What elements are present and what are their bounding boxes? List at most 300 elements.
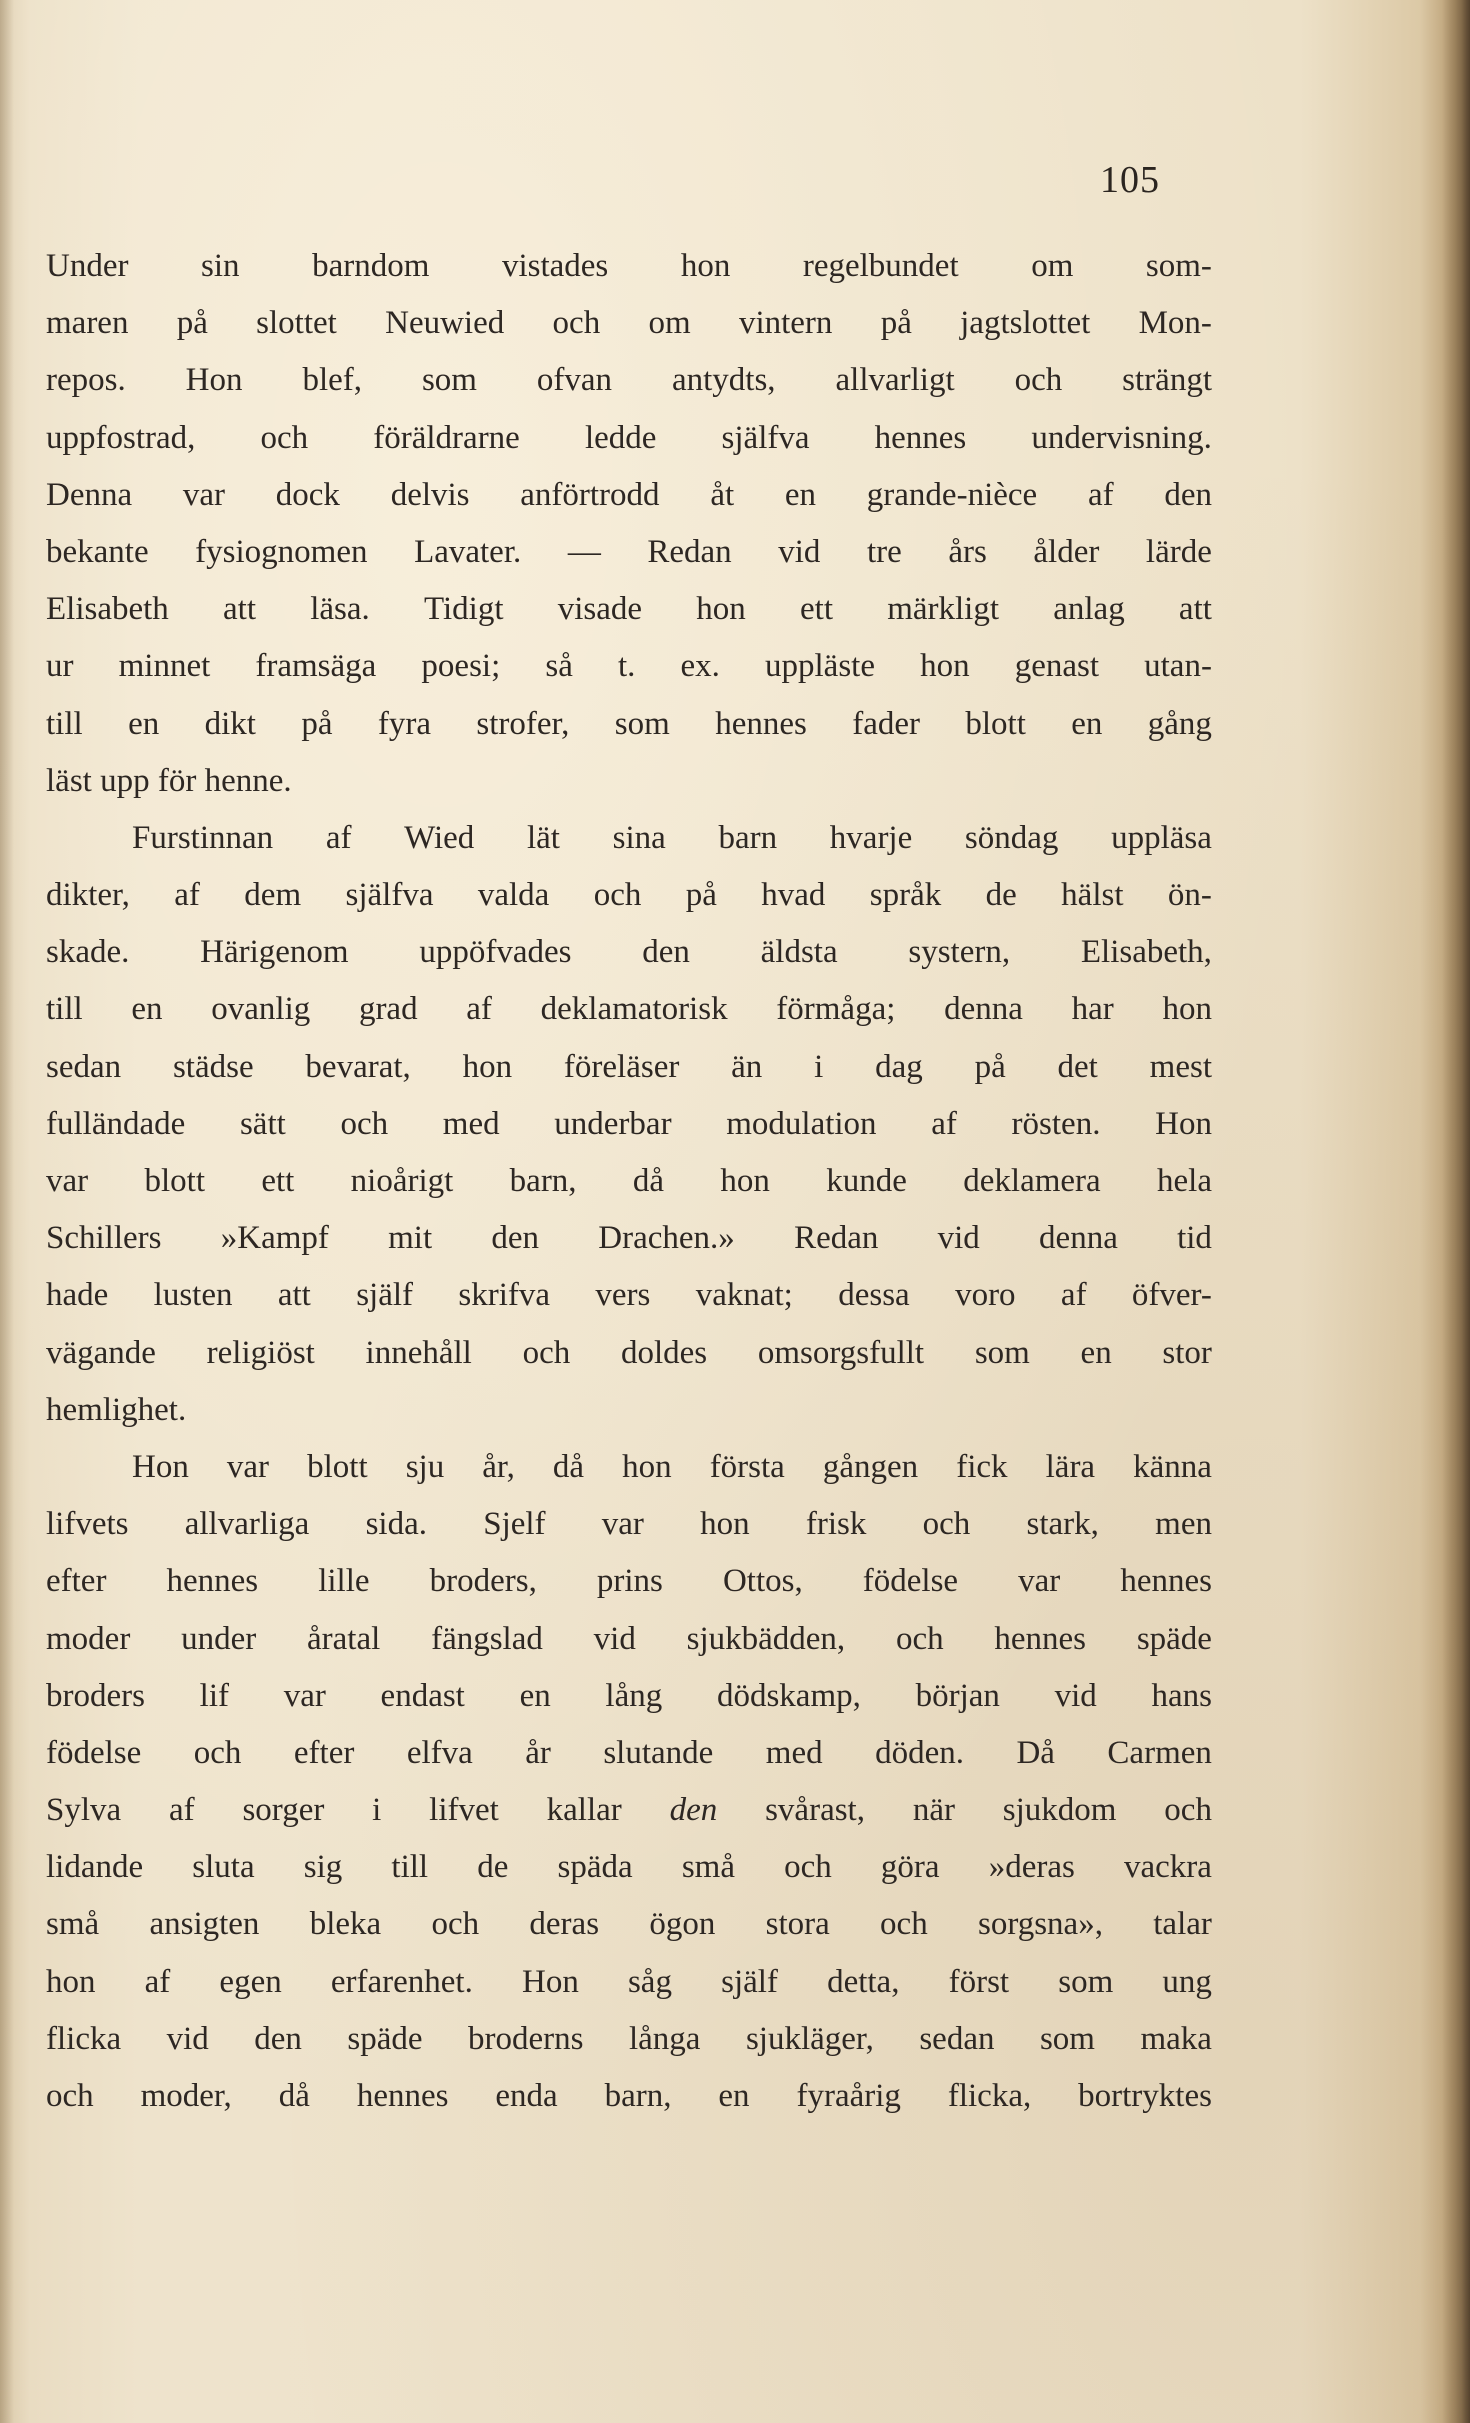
word: föräldrarne <box>373 419 520 456</box>
word: vackra <box>1123 1849 1212 1886</box>
word: hvarje <box>829 819 913 856</box>
text-line <box>46 1839 1212 1896</box>
word: barndom <box>312 248 430 284</box>
text-line <box>46 1039 1212 1096</box>
word: att <box>223 591 257 628</box>
word: skade. <box>46 934 130 971</box>
word: än <box>731 1048 763 1085</box>
text-line <box>46 867 1212 924</box>
text-line <box>46 2011 1212 2068</box>
word: på <box>880 305 912 342</box>
word: moder <box>46 1620 131 1657</box>
word: Carmen <box>1107 1734 1212 1771</box>
word: sju <box>405 1448 445 1485</box>
word: göra <box>880 1849 940 1886</box>
word: deklamera <box>963 1163 1101 1199</box>
word: själf <box>721 1963 778 2000</box>
word: och <box>880 1906 928 1943</box>
word: i <box>372 1792 382 1829</box>
word: grande-nièce <box>866 476 1038 513</box>
word: Tidigt <box>424 591 504 628</box>
word: fulländade <box>46 1105 186 1142</box>
word: språk <box>869 877 942 914</box>
word: ovanlig <box>211 991 311 1028</box>
word: början <box>915 1677 1000 1714</box>
word: på <box>301 705 333 742</box>
word: strofer, <box>476 705 570 742</box>
word: en <box>128 705 160 742</box>
word: mest <box>1149 1048 1212 1085</box>
word: en <box>784 476 817 513</box>
word: sida. <box>365 1506 427 1543</box>
word: sjukläger, <box>745 2020 874 2057</box>
text-line <box>46 2068 1212 2125</box>
word: lifvets <box>46 1506 129 1543</box>
word: såg <box>627 1963 672 2000</box>
word: hon <box>700 1506 750 1543</box>
word: späda <box>557 1849 633 1886</box>
word: deras <box>529 1906 600 1943</box>
word: hon <box>1162 991 1212 1028</box>
word: lusten <box>153 1277 233 1314</box>
word: till <box>391 1849 429 1886</box>
word: vid <box>593 1620 636 1657</box>
word: hon <box>920 648 970 685</box>
word: grad <box>358 991 418 1028</box>
word: en <box>1071 705 1103 742</box>
word: som <box>974 1334 1030 1371</box>
word: erfarenhet. <box>330 1963 473 2000</box>
word: dock <box>275 476 340 513</box>
word: dikter, <box>46 877 130 914</box>
text-line <box>46 1668 1212 1725</box>
word: dessa <box>838 1277 910 1314</box>
word: slottet <box>256 305 337 342</box>
word: hon <box>696 591 746 628</box>
word: ansigten <box>149 1906 260 1943</box>
word: så <box>545 648 573 685</box>
text-line <box>46 1896 1212 1953</box>
word: sig <box>303 1849 343 1886</box>
word: af <box>325 819 352 856</box>
word: Ottos, <box>722 1563 803 1600</box>
word: frisk <box>805 1506 867 1543</box>
word: öfver- <box>1131 1277 1212 1314</box>
text-line <box>46 638 1212 695</box>
word: kallar <box>546 1792 622 1829</box>
word: moder, <box>140 2078 232 2114</box>
word: anlag <box>1053 591 1125 628</box>
word: hennes <box>874 419 967 456</box>
word: bortryktes <box>1078 2078 1212 2114</box>
word: hon <box>462 1048 513 1085</box>
word: sorgsna», <box>977 1906 1103 1943</box>
word: omsorgsfullt <box>757 1334 925 1371</box>
word: de <box>985 877 1017 914</box>
word: hennes <box>1120 1563 1212 1600</box>
text-line <box>46 1325 1212 1382</box>
word: ofvan <box>536 362 613 399</box>
word: föreläser <box>563 1048 680 1085</box>
word: på <box>176 305 208 342</box>
word: Hon <box>185 362 243 399</box>
word: barn, <box>604 2078 672 2114</box>
word: blef, <box>302 362 363 399</box>
word: Schillers <box>46 1220 162 1257</box>
word: genast <box>1014 648 1100 685</box>
word: henne. <box>204 762 292 799</box>
word: elfva <box>406 1734 473 1771</box>
word: då <box>278 2078 310 2114</box>
word: men <box>1155 1506 1212 1543</box>
word: allvarligt <box>835 362 955 399</box>
word: hela <box>1157 1163 1212 1199</box>
word: Hon <box>1155 1105 1212 1142</box>
word: skrifva <box>458 1277 551 1314</box>
word: det <box>1057 1048 1098 1085</box>
word: kunde <box>826 1163 907 1199</box>
word: hennes <box>356 2078 449 2114</box>
word: af <box>169 1792 195 1829</box>
word: poesi; <box>421 648 501 685</box>
word: första <box>709 1448 785 1485</box>
text-line <box>46 810 1212 867</box>
word: själfva <box>721 419 810 456</box>
word: vägande <box>46 1334 156 1371</box>
word: då <box>552 1448 585 1485</box>
word: svårast, <box>765 1792 865 1829</box>
word: innehåll <box>365 1334 472 1371</box>
text-line <box>46 1725 1212 1782</box>
text-line <box>46 524 1212 581</box>
word: sluta <box>192 1849 255 1886</box>
word: var <box>182 476 226 513</box>
word: vintern <box>738 305 833 342</box>
word: var <box>46 1163 89 1199</box>
word: blott <box>144 1163 205 1199</box>
word: lång <box>605 1677 663 1714</box>
text-line <box>46 1267 1212 1324</box>
word: fängslad <box>431 1620 543 1657</box>
text-line <box>46 981 1212 1038</box>
word: ledde <box>584 419 657 456</box>
word: vers <box>595 1277 651 1314</box>
word: stora <box>765 1906 830 1943</box>
word: maka <box>1140 2020 1212 2057</box>
word: sorger <box>242 1792 325 1829</box>
word: själf <box>356 1277 414 1314</box>
word: hälst <box>1061 877 1124 914</box>
word: och <box>431 1906 480 1943</box>
word: och <box>552 305 601 342</box>
word: lära <box>1045 1448 1096 1485</box>
word: och <box>1164 1792 1212 1829</box>
word: att <box>1178 591 1212 628</box>
word: ett <box>800 591 833 628</box>
word: lifvet <box>429 1792 499 1829</box>
word: i <box>814 1048 824 1085</box>
word: underbar <box>554 1105 672 1142</box>
word: utan- <box>1144 648 1212 685</box>
word: dikt <box>204 705 256 742</box>
word: uppläste <box>765 648 875 685</box>
word: späde <box>347 2020 423 2057</box>
word: läsa. <box>310 591 370 628</box>
word: flicka, <box>947 2078 1032 2114</box>
word: af <box>174 877 200 914</box>
word: Sylva <box>46 1792 122 1829</box>
word: och <box>922 1506 971 1543</box>
word: på <box>974 1048 1006 1085</box>
word: allvarliga <box>184 1506 310 1543</box>
word: upp <box>100 762 158 799</box>
word: den <box>491 1220 540 1257</box>
word: den <box>669 1792 718 1829</box>
word: Denna <box>46 476 133 513</box>
word: ex. <box>680 648 720 685</box>
word: hemlighet. <box>46 1391 187 1428</box>
word: och <box>260 419 309 456</box>
text-line <box>46 1496 1212 1553</box>
word: flicka <box>46 2020 122 2057</box>
body-text <box>46 238 1212 2125</box>
word: äldsta <box>760 934 838 971</box>
word: med <box>442 1105 500 1142</box>
word: fader <box>852 705 920 742</box>
word: den <box>254 2020 302 2057</box>
word: Hon <box>521 1963 579 2000</box>
word: den <box>1164 476 1212 513</box>
word: minnet <box>118 648 211 685</box>
word: modulation <box>726 1105 877 1142</box>
word: att <box>277 1277 311 1314</box>
word: fick <box>956 1448 1008 1485</box>
word: en <box>1080 1334 1112 1371</box>
word: Wied <box>404 819 475 856</box>
word: som <box>1039 2020 1095 2057</box>
word: framsäga <box>255 648 377 685</box>
word: detta, <box>827 1963 900 2000</box>
word: hon <box>622 1448 672 1485</box>
word: små <box>46 1906 100 1943</box>
word: var <box>1018 1563 1061 1600</box>
text-line <box>46 924 1212 981</box>
word: hennes <box>994 1620 1087 1657</box>
word: gången <box>822 1448 919 1485</box>
word: med <box>765 1734 823 1771</box>
word: och <box>46 2078 94 2114</box>
word: hon <box>46 1963 96 2000</box>
word: Då <box>1016 1734 1055 1771</box>
word: denna <box>944 991 1023 1028</box>
word: åratal <box>307 1620 381 1657</box>
word: födelse <box>46 1734 142 1771</box>
word: åt <box>710 476 735 513</box>
word: anförtrodd <box>520 476 660 513</box>
word: enda <box>495 2078 558 2114</box>
word: fyra <box>377 705 431 742</box>
text-line <box>46 467 1212 524</box>
word: lille <box>318 1563 370 1600</box>
text-line <box>46 1153 1212 1210</box>
word: Lavater. <box>414 533 522 570</box>
page-edge-shadow <box>1442 0 1470 2423</box>
word: af <box>1060 1277 1087 1314</box>
word: Neuwied <box>385 305 505 342</box>
word: efter <box>293 1734 355 1771</box>
word: Furstinnan <box>132 819 274 856</box>
word: födelse <box>862 1563 959 1600</box>
word: sina <box>612 819 666 856</box>
word: vid <box>778 533 821 570</box>
text-line <box>46 1210 1212 1267</box>
word: först <box>948 1963 1010 2000</box>
word: känna <box>1133 1448 1212 1485</box>
word: och <box>340 1105 389 1142</box>
word: hade <box>46 1277 109 1314</box>
word: en <box>519 1677 551 1714</box>
word: läst <box>46 762 101 799</box>
word: religiöst <box>206 1334 315 1371</box>
word: tre <box>866 533 902 570</box>
word: hvad <box>761 877 826 914</box>
word: på <box>685 877 717 914</box>
word: »deras <box>988 1849 1075 1886</box>
word: visade <box>557 591 643 628</box>
word: små <box>681 1849 735 1886</box>
word: har <box>1071 991 1114 1028</box>
word: sedan <box>919 2020 995 2057</box>
word: Under <box>46 248 129 284</box>
word: undervisning. <box>1031 419 1212 456</box>
word: Mon- <box>1138 305 1212 342</box>
word: var <box>226 1448 270 1485</box>
word: ett <box>261 1163 295 1199</box>
word: »Kampf <box>220 1220 329 1257</box>
word: maren <box>46 305 129 342</box>
word: bleka <box>309 1906 382 1943</box>
word: under <box>181 1620 257 1657</box>
word: om <box>648 305 691 342</box>
word: barn <box>718 819 778 856</box>
word: som <box>421 362 477 399</box>
word: långa <box>628 2020 701 2057</box>
word: och <box>193 1734 242 1771</box>
word: års <box>948 533 987 570</box>
word: bevarat, <box>305 1048 411 1085</box>
word: fysiognomen <box>195 533 368 570</box>
word: efter <box>46 1563 107 1600</box>
word: af <box>931 1105 957 1142</box>
word: lät <box>526 819 560 856</box>
word: hon <box>720 1163 770 1199</box>
word: ur <box>46 648 74 685</box>
text-line <box>46 1611 1212 1668</box>
word: döden. <box>875 1734 964 1771</box>
word: söndag <box>964 819 1059 856</box>
word: som- <box>1145 248 1212 284</box>
word: slutande <box>603 1734 714 1771</box>
word: lif <box>199 1677 229 1714</box>
word: hon <box>680 248 731 284</box>
word: till <box>46 991 83 1028</box>
word: denna <box>1039 1220 1118 1257</box>
word: som <box>1058 1963 1114 2000</box>
text-line <box>46 410 1212 467</box>
word: Elisabeth, <box>1080 934 1212 971</box>
text-line <box>46 1439 1212 1496</box>
word: dag <box>875 1048 923 1085</box>
word: uppläsa <box>1111 819 1212 856</box>
word: var <box>283 1677 326 1714</box>
word: ögon <box>649 1906 716 1943</box>
word: dem <box>244 877 302 914</box>
word: Hon <box>132 1448 189 1485</box>
word: — <box>567 533 601 570</box>
word: valda <box>477 877 550 914</box>
text-line <box>46 1382 1212 1439</box>
word: ön- <box>1167 877 1212 914</box>
word: ung <box>1162 1963 1212 2000</box>
word: strängt <box>1122 362 1212 399</box>
word: af <box>144 1963 171 2000</box>
word: nioårigt <box>350 1163 454 1199</box>
text-line <box>46 238 1212 295</box>
word: hennes <box>166 1563 259 1600</box>
word: själfva <box>345 877 434 914</box>
text-line <box>46 696 1212 753</box>
word: broders, <box>429 1563 537 1600</box>
word: doldes <box>620 1334 708 1371</box>
word: Redan <box>647 533 732 570</box>
word: Härigenom <box>200 934 349 971</box>
word: voro <box>955 1277 1016 1314</box>
word: stark, <box>1026 1506 1099 1543</box>
word: städse <box>172 1048 254 1085</box>
word: vistades <box>501 248 609 284</box>
word: bekante <box>46 533 149 570</box>
word: stor <box>1162 1334 1212 1371</box>
word: när <box>912 1792 955 1829</box>
text-line <box>46 753 1212 810</box>
word: de <box>477 1849 509 1886</box>
word: vid <box>166 2020 209 2057</box>
word: blott <box>307 1448 368 1485</box>
word: regelbundet <box>802 248 959 284</box>
word: uppöfvades <box>419 934 572 971</box>
word: var <box>601 1506 644 1543</box>
word: vaknat; <box>695 1277 793 1314</box>
word: förmåga; <box>776 991 896 1028</box>
word: lidande <box>46 1849 144 1886</box>
word: en <box>718 2078 750 2114</box>
word: vid <box>1054 1677 1097 1714</box>
word: tid <box>1177 1220 1212 1257</box>
word: broders <box>46 1677 145 1714</box>
word: mit <box>388 1220 433 1257</box>
word: om <box>1031 248 1074 284</box>
text-line <box>46 1954 1212 2011</box>
word: och <box>895 1620 944 1657</box>
word: vid <box>937 1220 980 1257</box>
word: lärde <box>1145 533 1212 570</box>
page-number: 105 <box>1100 159 1160 201</box>
word: år, <box>482 1448 515 1485</box>
word: barn, <box>509 1163 577 1199</box>
word: jagtslottet <box>960 305 1091 342</box>
word: dödskamp, <box>716 1677 861 1714</box>
word: uppfostrad, <box>46 419 196 456</box>
